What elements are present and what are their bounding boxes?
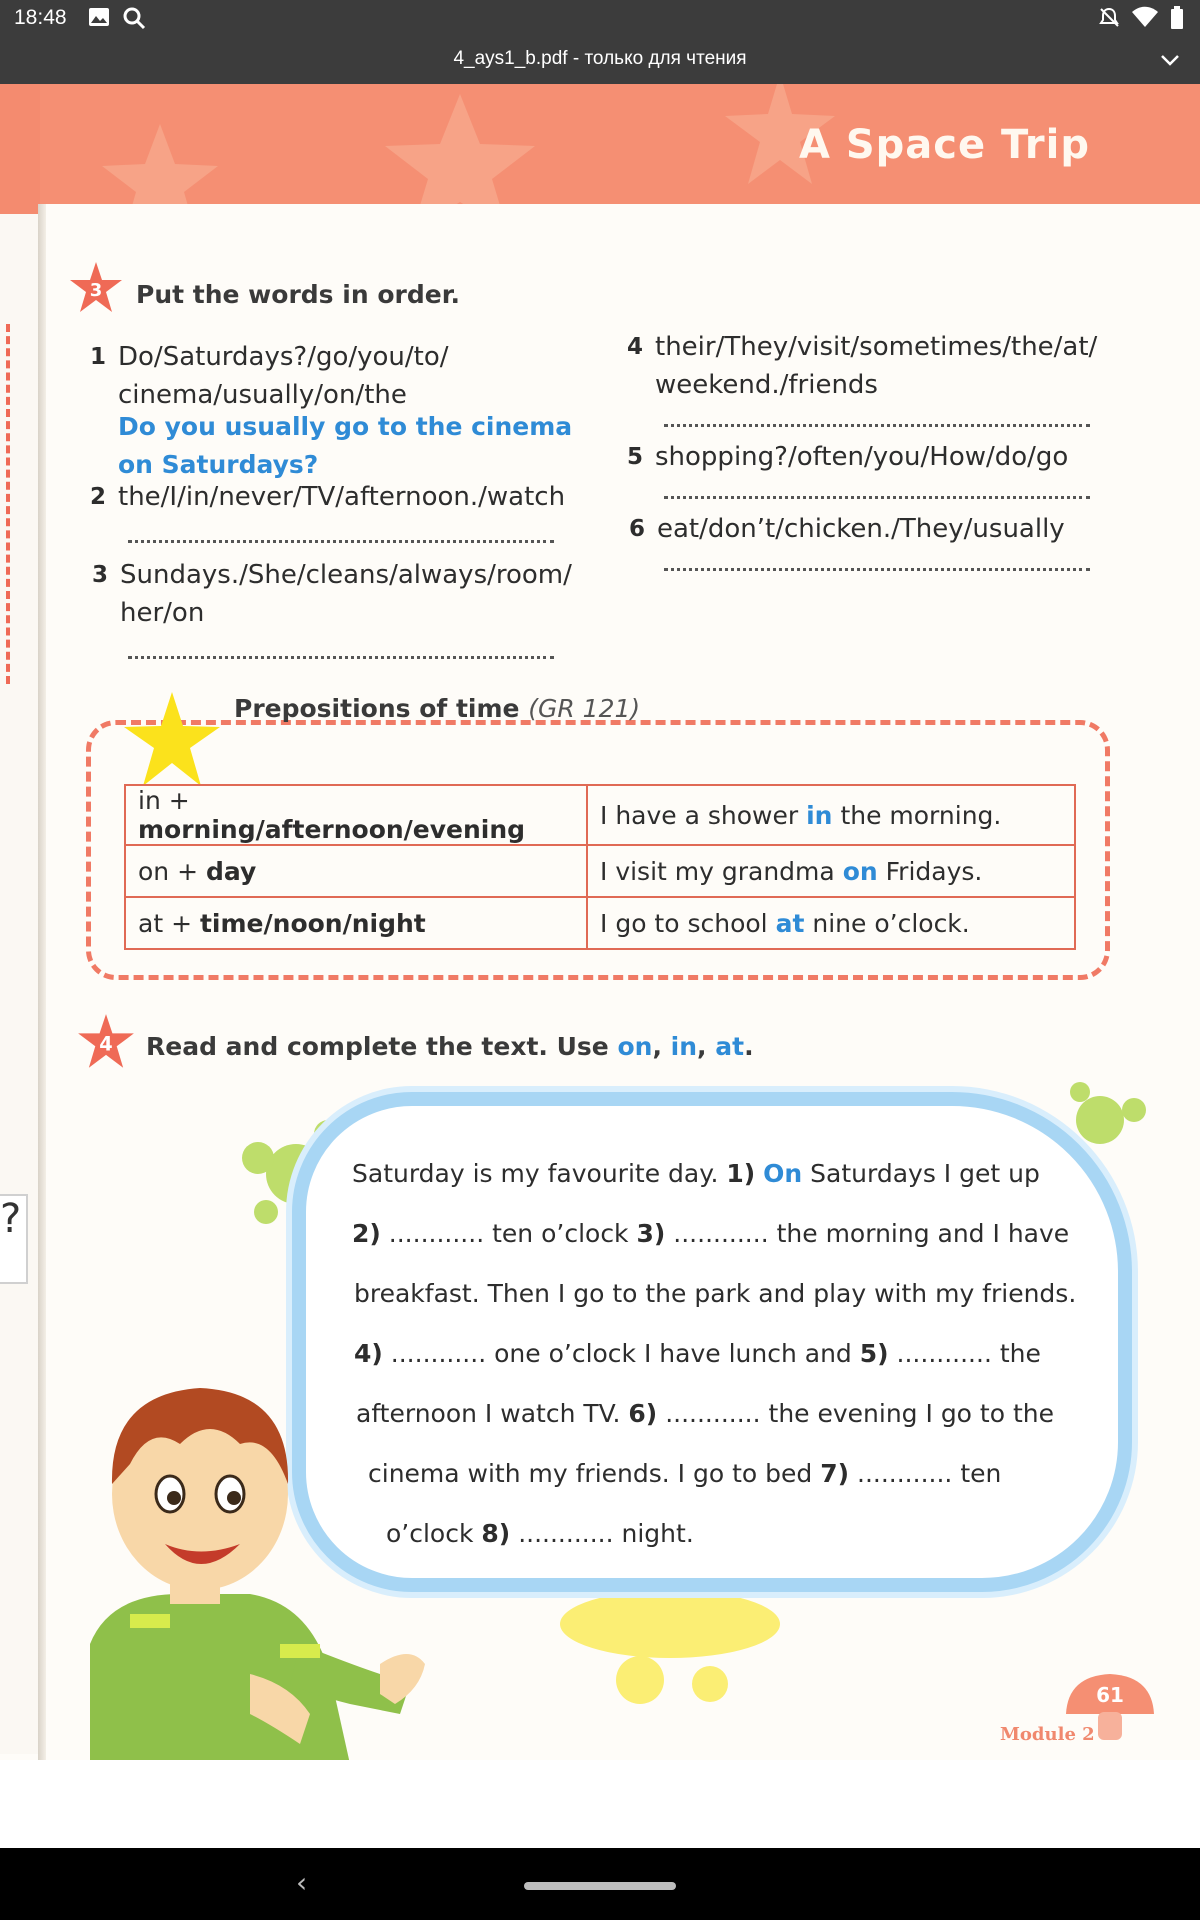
item-number: 5	[627, 444, 644, 470]
left-page-question-box: ?	[0, 1194, 28, 1284]
item-number: 1	[90, 344, 107, 370]
image-icon	[88, 6, 110, 32]
item-words-line1: Sundays./She/cleans/always/room/	[120, 560, 572, 590]
item-words-line1: their/They/visit/sometimes/the/at/	[655, 332, 1098, 362]
left-page-banner	[0, 84, 40, 214]
example-cell: I go to school at nine o’clock.	[587, 897, 1075, 949]
exercise-3-item-2	[90, 478, 566, 516]
gap-2[interactable]: ............	[388, 1219, 485, 1248]
book-spine	[38, 204, 46, 1760]
rule-cell: on + day	[125, 845, 587, 897]
search-icon	[122, 6, 146, 34]
item-number: 6	[629, 516, 646, 542]
cloud-line-2: 2) ............ ten o’clock 3) ............ the morning and I have	[352, 1219, 1070, 1248]
item-words-line1: shopping?/often/you/How/do/go	[655, 442, 1069, 472]
table-row	[125, 845, 1075, 897]
battery-icon	[1170, 6, 1184, 34]
wifi-icon	[1130, 6, 1160, 32]
module-label: Module 2	[1000, 1724, 1095, 1745]
answer-line-6[interactable]	[664, 568, 1090, 571]
chevron-down-icon[interactable]	[1158, 48, 1182, 76]
exercise-3-item-5	[627, 438, 1069, 476]
exercise-3-item-1	[90, 338, 449, 414]
item-words-line1: Do/Saturdays?/go/you/to/	[118, 342, 449, 372]
exercise-3-item-4	[627, 328, 1098, 404]
cloud-line-3: breakfast. Then I go to the park and play with my friends.	[354, 1279, 1077, 1308]
gap-6[interactable]: ............	[665, 1399, 761, 1428]
cloud-line-1: Saturday is my favourite day. 1) On Saturdays I get up	[352, 1159, 1040, 1188]
exercise-3-item-1-answer	[118, 408, 572, 484]
item-words-line1: the/I/in/never/TV/afternoon./watch	[118, 482, 566, 512]
exercise-3-item-6	[629, 510, 1065, 548]
pdf-page[interactable]	[0, 84, 1200, 1760]
cloud-line-7: o’clock 8) ............ night.	[386, 1519, 694, 1548]
boy-illustration	[50, 1344, 430, 1760]
rule-cell: at + time/noon/night	[125, 897, 587, 949]
answer-line1: Do you usually go to the cinema	[118, 412, 573, 441]
answer-line-3[interactable]	[128, 656, 554, 659]
item-number: 4	[627, 334, 644, 360]
page-banner	[40, 84, 1200, 204]
exercise-3-instruction: Put the words in order.	[136, 280, 460, 309]
document-title-bar	[0, 40, 1200, 84]
page-number: 61	[1096, 1683, 1124, 1707]
yellow-splash-decoration	[560, 1594, 780, 1714]
status-bar	[0, 0, 1200, 40]
table-row	[125, 897, 1075, 949]
prepositions-title-text: Prepositions of time	[234, 694, 520, 723]
gap-5[interactable]: ............	[896, 1339, 992, 1368]
item-number: 2	[90, 484, 107, 510]
cloud-line-6: cinema with my friends. I go to bed 7) ............ ten	[368, 1459, 1002, 1488]
page-title: A Space Trip	[798, 122, 1090, 168]
left-page-dashed-frame	[0, 324, 10, 684]
example-cell: I visit my grandma on Fridays.	[587, 845, 1075, 897]
navigation-bar	[0, 1848, 1200, 1920]
svg-text:3: 3	[89, 280, 103, 301]
item-number: 3	[92, 562, 109, 588]
answer-line2: on Saturdays?	[118, 450, 319, 479]
grammar-reference: (GR 121)	[528, 694, 641, 723]
item-words-line2: her/on	[120, 598, 205, 628]
exercise-4-instruction: Read and complete the text. Use on, in, at.	[146, 1032, 754, 1061]
answer-line-5[interactable]	[664, 496, 1090, 499]
home-gesture-pill[interactable]	[524, 1882, 676, 1890]
status-time: 18:48	[14, 6, 67, 29]
item-words-line2: weekend./friends	[655, 370, 878, 400]
document-title: 4_ays1_b.pdf - только для чтения	[453, 48, 747, 69]
gap-3[interactable]: ............	[673, 1219, 769, 1248]
gap-4[interactable]: ............	[390, 1339, 487, 1368]
svg-text:4: 4	[99, 1032, 113, 1056]
mute-icon	[1098, 6, 1120, 32]
exercise-3-item-3	[92, 556, 572, 632]
back-icon[interactable]: ‹	[296, 1866, 308, 1899]
gap-8[interactable]: ............	[518, 1519, 614, 1548]
rule-cell: in + morning/afternoon/evening	[125, 785, 587, 845]
answer-line-4[interactable]	[664, 424, 1090, 427]
answer-line-2[interactable]	[128, 540, 554, 543]
exercise-4-star-icon	[76, 1012, 136, 1072]
item-words-line2: cinema/usually/on/the	[118, 380, 407, 410]
example-cell: I have a shower in the morning.	[587, 785, 1075, 845]
table-row	[125, 785, 1075, 845]
exercise-3-star-icon	[68, 260, 124, 316]
prepositions-title	[234, 694, 640, 723]
cloud-line-5: afternoon I watch TV. 6) ............ the evening I go to the	[356, 1399, 1055, 1428]
item-words-line1: eat/don’t/chicken./They/usually	[657, 514, 1065, 544]
cloud-line-4: 4) ............ one o’clock I have lunch and 5) ............ the	[354, 1339, 1041, 1368]
prepositions-table	[124, 784, 1076, 950]
yellow-star-icon	[120, 690, 224, 790]
gap-7[interactable]: ............	[857, 1459, 953, 1488]
